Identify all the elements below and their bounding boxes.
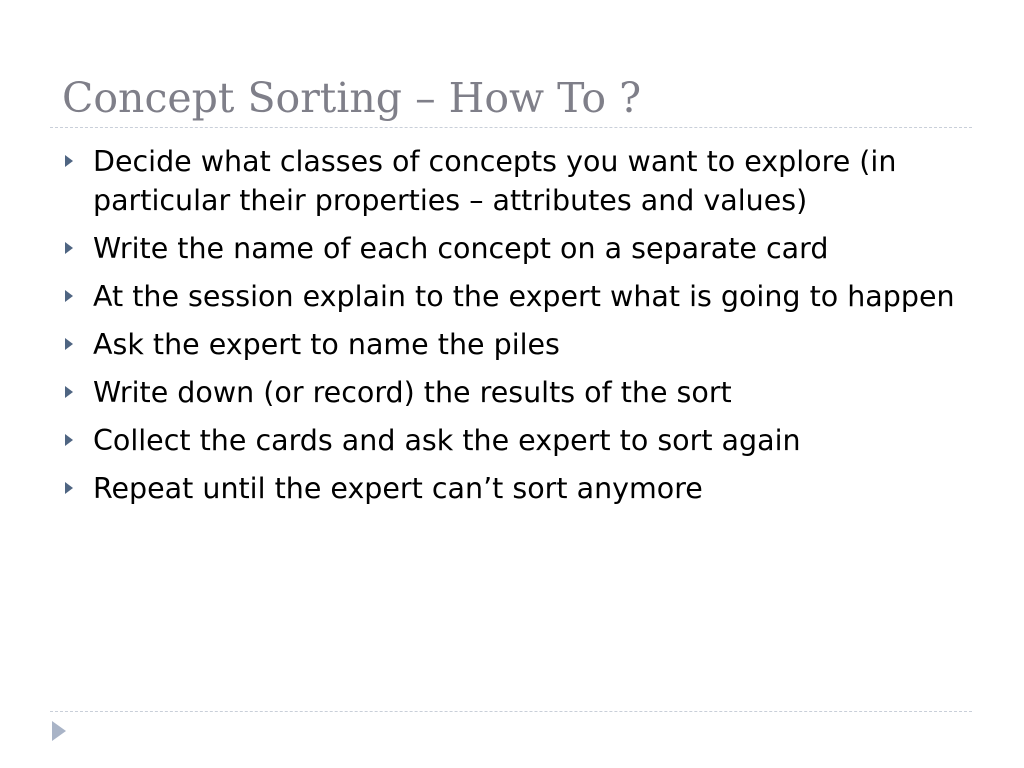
triangle-bullet-icon — [65, 434, 73, 446]
bullet-item — [62, 325, 962, 364]
bullet-item — [62, 142, 962, 220]
bullet-item — [62, 373, 962, 412]
bullet-item — [62, 469, 962, 508]
bullet-text: At the session explain to the expert what is going to happen — [93, 280, 955, 313]
bullet-text: Ask the expert to name the piles — [93, 328, 560, 361]
triangle-bullet-icon — [65, 338, 73, 350]
triangle-bullet-icon — [65, 482, 73, 494]
title-divider — [50, 127, 972, 128]
bullet-text: Decide what classes of concepts you want to explore (in particular their properties – attributes and values) — [93, 145, 897, 217]
triangle-bullet-icon — [65, 290, 73, 302]
bullet-item — [62, 421, 962, 460]
triangle-bullet-icon — [65, 386, 73, 398]
bullet-text: Collect the cards and ask the expert to sort again — [93, 424, 801, 457]
next-slide-arrow-icon[interactable] — [52, 721, 66, 741]
bullet-list — [62, 142, 962, 517]
triangle-bullet-icon — [65, 242, 73, 254]
triangle-bullet-icon — [65, 155, 73, 167]
bullet-text: Write down (or record) the results of the sort — [93, 376, 732, 409]
bullet-text: Write the name of each concept on a separate card — [93, 232, 829, 265]
bullet-item — [62, 229, 962, 268]
bullet-item — [62, 277, 962, 316]
slide-title: Concept Sorting – How To ? — [62, 74, 642, 122]
bullet-text: Repeat until the expert can’t sort anymore — [93, 472, 703, 505]
footer-divider — [50, 711, 972, 712]
